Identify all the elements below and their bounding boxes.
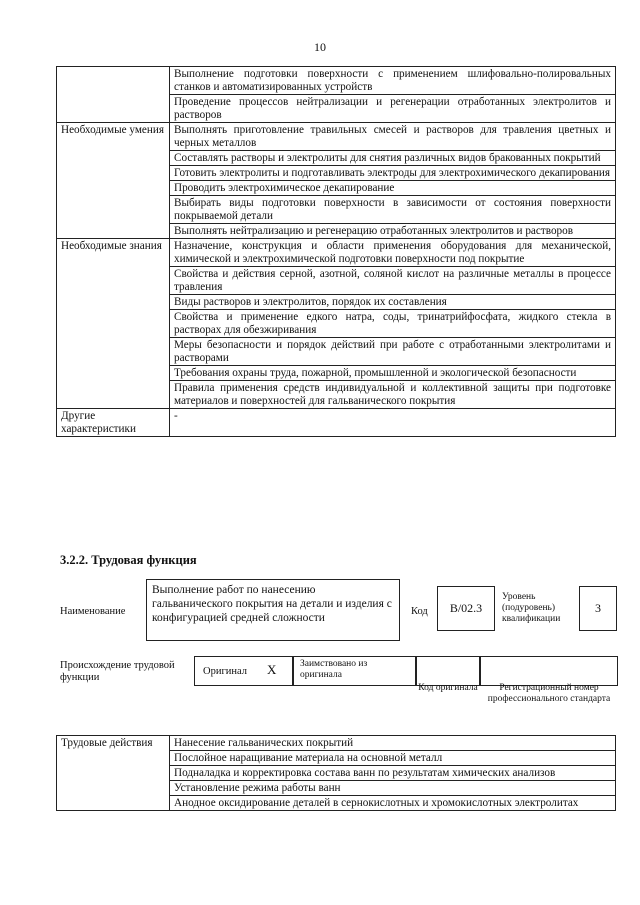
borrowed-label: Заимствовано из оригинала: [300, 659, 368, 680]
table-cell: Свойства и применение едкого натра, соды, тринатрийфосфата, жидкого стекла в растворах для обезжиривания: [170, 310, 616, 338]
name-label: Наименование: [60, 606, 126, 617]
origin-code-caption: Код оригинала: [418, 683, 478, 693]
table-cell: Виды растворов и электролитов, порядок их составления: [170, 295, 616, 310]
reg-number-box: [480, 656, 618, 686]
code-box: [437, 586, 495, 631]
original-box: [194, 656, 293, 686]
table-row: [57, 239, 616, 267]
reg-number-caption: Регистрационный номер профессионального стандарта: [487, 683, 611, 704]
row-label-actions: Трудовые действия: [57, 736, 170, 811]
skills-knowledge-table: [56, 66, 616, 437]
level-box: [579, 586, 617, 631]
table-cell: Послойное наращивание материала на основной металл: [170, 751, 616, 766]
function-name-value: Выполнение работ по нанесению гальванического покрытия на детали и изделия с конфигурацией средней сложности: [152, 584, 392, 624]
table-cell: Готовить электролиты и подготавливать электроды для электрохимического декапирования: [170, 166, 616, 181]
table-cell: Требования охраны труда, пожарной, промышленной и экологической безопасности: [170, 366, 616, 381]
table-row: [57, 409, 616, 437]
section-title: 3.2.2. Трудовая функция: [60, 553, 197, 567]
table-cell: Правила применения средств индивидуальной и коллективной защиты при подготовке материалов и поверхностей для гальванического покрытия: [170, 381, 616, 409]
function-name-box: [146, 579, 400, 641]
row-label: [57, 67, 170, 123]
table-cell: Подналадка и корректировка состава ванн по результатам химических анализов: [170, 766, 616, 781]
level-value: 3: [595, 601, 601, 615]
origin-code-box: [416, 656, 480, 686]
table-cell: Назначение, конструкция и области применения оборудования для механической, химической и электрохимической подготовки поверхности под покрытие: [170, 239, 616, 267]
original-mark: X: [267, 662, 277, 677]
origin-label: Происхождение трудовой функции: [60, 660, 175, 683]
row-label-skills: Необходимые умения: [57, 123, 170, 239]
table-cell: Составлять растворы и электролиты для снятия различных видов бракованных покрытий: [170, 151, 616, 166]
table-cell: Анодное оксидирование деталей в сернокислотных и хромокислотных электролитах: [170, 796, 616, 811]
table-cell: Установление режима работы ванн: [170, 781, 616, 796]
level-label: Уровень (подуровень) квалификации: [502, 592, 561, 624]
code-label: Код: [411, 606, 428, 617]
code-value: B/02.3: [449, 601, 483, 615]
table-cell: Нанесение гальванических покрытий: [170, 736, 616, 751]
labor-actions-table: [56, 735, 616, 811]
page-number: 10: [314, 40, 326, 54]
table-cell: Свойства и действия серной, азотной, соляной кислот на различные металлы в процессе травления: [170, 267, 616, 295]
row-label-other: Другие характеристики: [57, 409, 170, 437]
table-row: [57, 736, 616, 751]
table-cell: Выполнять нейтрализацию и регенерацию отработанных электролитов и растворов: [170, 224, 616, 239]
row-label-knowledge: Необходимые знания: [57, 239, 170, 409]
table-cell: Меры безопасности и порядок действий при работе с отработанными электролитами и растворами: [170, 338, 616, 366]
table-cell: Выполнение подготовки поверхности с применением шлифовально-полировальных станков и автоматизированных устройств: [170, 67, 616, 95]
table-row: [57, 67, 616, 95]
table-cell: Проводить электрохимическое декапирование: [170, 181, 616, 196]
table-cell: Выбирать виды подготовки поверхности в зависимости от состояния поверхности покрываемой детали: [170, 196, 616, 224]
borrowed-box: [293, 656, 416, 686]
table-cell: Выполнять приготовление травильных смесей и растворов для травления цветных и черных металлов: [170, 123, 616, 151]
table-cell: -: [170, 409, 616, 437]
table-cell: Проведение процессов нейтрализации и регенерации отработанных электролитов и растворов: [170, 95, 616, 123]
original-label: Оригинал: [203, 666, 247, 677]
table-row: [57, 123, 616, 151]
